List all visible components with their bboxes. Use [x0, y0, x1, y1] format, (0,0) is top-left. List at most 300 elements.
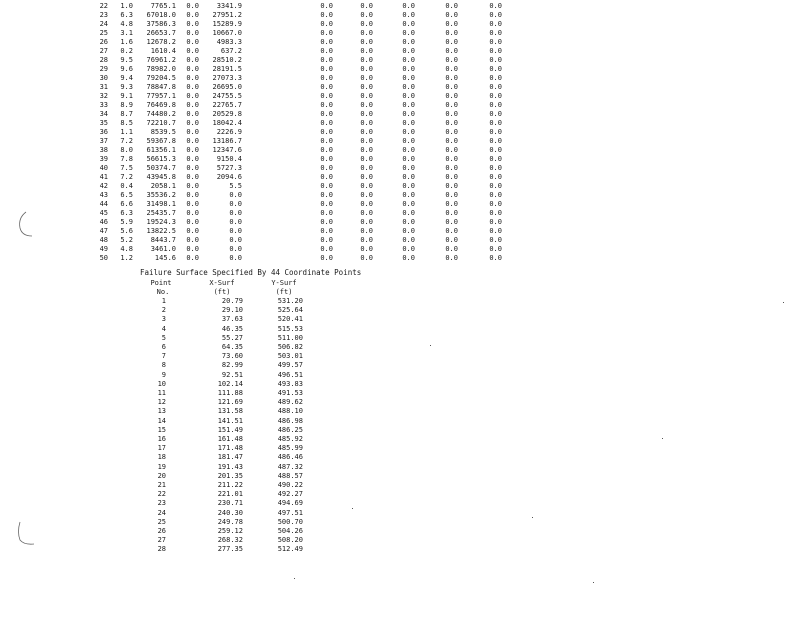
slice-row — [0, 236, 800, 245]
slice-cell: 20529.8 — [212, 110, 242, 118]
slice-row — [0, 209, 800, 218]
slice-cell: 3461.0 — [150, 245, 176, 253]
slice-cell: 0.0 — [445, 128, 458, 136]
slice-cell: 0.0 — [229, 191, 242, 199]
slice-cell: 0.0 — [186, 92, 199, 100]
slice-row — [0, 65, 800, 74]
slice-cell: 0.0 — [445, 245, 458, 253]
slice-cell: 24755.5 — [212, 92, 242, 100]
surface-point-cell: 161.48 — [217, 435, 243, 443]
slice-cell: 0.0 — [320, 164, 333, 172]
surface-point-cell: 20.79 — [221, 297, 243, 305]
slice-cell: 0.0 — [489, 137, 502, 145]
surface-point-cell: 525.64 — [277, 306, 303, 315]
slice-cell: 0.0 — [320, 2, 333, 10]
slice-cell: 0.0 — [186, 182, 199, 190]
surface-point-cell: 22 — [157, 490, 166, 499]
slice-cell: 0.0 — [229, 236, 242, 244]
scan-speck — [430, 345, 431, 346]
slice-cell: 0.0 — [402, 110, 415, 118]
slice-cell: 6.3 — [120, 11, 133, 19]
slice-row — [0, 11, 800, 20]
slice-cell: 0.0 — [229, 254, 242, 262]
surface-point-cell: 488.10 — [277, 407, 303, 416]
slice-cell: 0.0 — [360, 137, 373, 145]
slice-cell: 23 — [99, 11, 108, 19]
margin-hole-mark — [12, 520, 38, 548]
slice-cell: 0.0 — [445, 146, 458, 154]
slice-cell: 0.0 — [445, 191, 458, 199]
slice-cell: 37586.3 — [146, 20, 176, 28]
slice-cell: 0.0 — [445, 11, 458, 19]
slice-cell: 38 — [99, 146, 108, 154]
slice-cell: 0.0 — [489, 227, 502, 235]
surface-point-cell: 15 — [157, 425, 166, 434]
slice-cell: 6.3 — [120, 209, 133, 217]
surface-point-cell: 489.62 — [277, 398, 303, 407]
slice-cell: 24 — [99, 20, 108, 28]
surface-point-cell: 102.14 — [217, 379, 243, 388]
slice-cell: 61356.1 — [146, 146, 176, 154]
slice-cell: 0.0 — [489, 2, 502, 10]
slice-cell: 0.0 — [360, 164, 373, 172]
slice-row — [0, 254, 800, 263]
surface-point-cell: 515.53 — [277, 324, 303, 333]
slice-cell: 50374.7 — [146, 164, 176, 172]
surface-point-row — [0, 453, 800, 462]
slice-cell: 0.0 — [489, 218, 502, 226]
slice-cell: 0.0 — [489, 65, 502, 73]
surface-point-cell: 7 — [161, 352, 166, 361]
slice-cell: 33 — [99, 101, 108, 109]
surface-point-cell: 5 — [161, 333, 166, 342]
surface-point-cell: 92.51 — [221, 370, 243, 379]
slice-cell: 0.0 — [402, 218, 415, 226]
surface-point-cell: 131.58 — [217, 407, 243, 416]
slice-cell: 0.0 — [186, 101, 199, 109]
col-header-y-unit: (ft) — [275, 288, 293, 296]
slice-cell: 0.0 — [186, 173, 199, 181]
slice-cell: 1.1 — [120, 128, 133, 136]
slice-cell: 35 — [99, 119, 108, 127]
surface-point-row — [0, 545, 800, 554]
slice-cell: 28510.2 — [212, 56, 242, 64]
surface-point-row — [0, 361, 800, 370]
surface-point-cell: 277.35 — [217, 545, 243, 554]
slice-cell: 50 — [99, 254, 108, 262]
slice-cell: 45 — [99, 209, 108, 217]
slice-cell: 0.0 — [360, 182, 373, 190]
surface-point-row — [0, 463, 800, 472]
slice-row — [0, 110, 800, 119]
slice-cell: 0.0 — [402, 83, 415, 91]
surface-point-cell: 13 — [157, 407, 166, 416]
slice-cell: 0.0 — [402, 11, 415, 19]
slice-cell: 44 — [99, 200, 108, 208]
slice-cell: 0.0 — [445, 56, 458, 64]
surface-point-cell: 11 — [157, 389, 166, 397]
slice-row — [0, 92, 800, 101]
slice-cell: 0.0 — [320, 74, 333, 82]
slice-cell: 41 — [99, 173, 108, 181]
surface-point-cell: 487.32 — [277, 462, 303, 471]
slice-cell: 0.0 — [445, 200, 458, 208]
slice-cell: 0.0 — [402, 92, 415, 100]
slice-cell: 9.6 — [120, 65, 133, 73]
slice-cell: 0.0 — [229, 218, 242, 226]
surface-point-cell: 531.20 — [277, 297, 303, 305]
slice-cell: 8.7 — [120, 110, 133, 118]
surface-point-cell: 1 — [161, 297, 166, 305]
slice-cell: 0.0 — [186, 83, 199, 91]
slice-cell: 0.0 — [489, 11, 502, 19]
slice-cell: 0.0 — [402, 191, 415, 199]
slice-cell: 0.0 — [360, 29, 373, 37]
surface-point-row — [0, 444, 800, 453]
slice-cell: 0.0 — [360, 200, 373, 208]
slice-cell: 0.0 — [320, 47, 333, 55]
surface-point-cell: 497.51 — [277, 508, 303, 517]
slice-cell: 25 — [99, 29, 108, 37]
slice-row — [0, 218, 800, 227]
slice-cell: 79204.5 — [146, 74, 176, 82]
surface-point-cell: 46.35 — [221, 324, 243, 333]
slice-row — [0, 200, 800, 209]
slice-cell: 0.0 — [402, 146, 415, 154]
surface-point-row — [0, 325, 800, 334]
slice-cell: 0.0 — [186, 209, 199, 217]
slice-cell: 34 — [99, 110, 108, 118]
surface-point-cell: 37.63 — [221, 315, 243, 324]
slice-cell: 59367.8 — [146, 137, 176, 145]
slice-cell: 0.0 — [402, 119, 415, 127]
slice-cell: 0.0 — [445, 83, 458, 91]
slice-cell: 43 — [99, 191, 108, 199]
slice-cell: 0.0 — [320, 110, 333, 118]
slice-cell: 0.0 — [489, 191, 502, 199]
slice-cell: 0.0 — [360, 245, 373, 253]
surface-point-cell: 14 — [157, 416, 166, 425]
slice-cell: 0.0 — [489, 47, 502, 55]
slice-row — [0, 155, 800, 164]
slice-cell: 0.0 — [445, 38, 458, 46]
slice-cell: 0.0 — [360, 20, 373, 28]
surface-point-cell: 171.48 — [217, 444, 243, 453]
surface-point-cell: 181.47 — [217, 453, 243, 462]
slice-cell: 36 — [99, 128, 108, 136]
slice-cell: 0.0 — [402, 245, 415, 253]
surface-point-row — [0, 389, 800, 398]
slice-cell: 6.6 — [120, 200, 133, 208]
slice-cell: 0.0 — [360, 209, 373, 217]
slice-cell: 0.0 — [186, 128, 199, 136]
slice-cell: 0.0 — [186, 47, 199, 55]
slice-cell: 8443.7 — [150, 236, 176, 244]
slice-cell: 0.0 — [360, 47, 373, 55]
slice-cell: 0.0 — [186, 110, 199, 118]
slice-cell: 40 — [99, 164, 108, 172]
slice-row — [0, 56, 800, 65]
surface-point-row — [0, 481, 800, 490]
surface-point-cell: 488.57 — [277, 471, 303, 480]
surface-point-cell: 493.83 — [277, 379, 303, 388]
surface-point-row — [0, 472, 800, 481]
slice-cell: 0.0 — [445, 155, 458, 163]
surface-point-cell: 27 — [157, 536, 166, 545]
slice-cell: 78847.8 — [146, 83, 176, 91]
slice-cell: 8.0 — [120, 146, 133, 154]
surface-point-cell: 486.25 — [277, 425, 303, 434]
slice-cell: 3341.9 — [216, 2, 242, 10]
surface-point-row — [0, 306, 800, 315]
slice-cell: 0.0 — [489, 56, 502, 64]
slice-row — [0, 191, 800, 200]
slice-cell: 0.0 — [489, 83, 502, 91]
slice-cell: 0.0 — [320, 173, 333, 181]
surface-point-cell: 491.53 — [277, 389, 303, 397]
slice-cell: 0.0 — [445, 119, 458, 127]
surface-point-row — [0, 380, 800, 389]
slice-cell: 0.0 — [360, 38, 373, 46]
surface-point-row — [0, 499, 800, 508]
slice-cell: 8539.5 — [150, 128, 176, 136]
slice-cell: 0.0 — [360, 83, 373, 91]
slice-cell: 76961.2 — [146, 56, 176, 64]
slice-row — [0, 245, 800, 254]
surface-point-cell: 6 — [161, 343, 166, 351]
slice-cell: 31 — [99, 83, 108, 91]
slice-cell: 5.6 — [120, 227, 133, 235]
slice-cell: 0.0 — [489, 236, 502, 244]
slice-cell: 22765.7 — [212, 101, 242, 109]
slice-cell: 0.0 — [402, 128, 415, 136]
slice-cell: 0.0 — [402, 173, 415, 181]
slice-cell: 0.0 — [402, 254, 415, 262]
slice-cell: 18042.4 — [212, 119, 242, 127]
slice-cell: 0.0 — [320, 209, 333, 217]
surface-point-cell: 19 — [157, 462, 166, 471]
slice-cell: 0.0 — [320, 245, 333, 253]
surface-point-cell: 151.49 — [217, 425, 243, 434]
slice-cell: 0.0 — [320, 101, 333, 109]
surface-point-cell: 73.60 — [221, 352, 243, 361]
slice-cell: 31498.1 — [146, 200, 176, 208]
slice-cell: 8.9 — [120, 101, 133, 109]
slice-cell: 0.0 — [320, 38, 333, 46]
slice-cell: 0.0 — [445, 218, 458, 226]
slice-cell: 48 — [99, 236, 108, 244]
surface-point-row — [0, 371, 800, 380]
slice-row — [0, 20, 800, 29]
slice-cell: 30 — [99, 74, 108, 82]
slice-cell: 0.0 — [402, 38, 415, 46]
slice-row — [0, 47, 800, 56]
slice-cell: 637.2 — [220, 47, 242, 55]
slice-cell: 0.0 — [445, 92, 458, 100]
slice-cell: 0.0 — [489, 128, 502, 136]
slice-cell: 0.0 — [360, 146, 373, 154]
slice-cell: 0.0 — [320, 92, 333, 100]
surface-point-cell: 500.70 — [277, 517, 303, 526]
surface-point-row — [0, 490, 800, 499]
slice-cell: 0.0 — [402, 29, 415, 37]
surface-point-cell: 3 — [161, 315, 166, 324]
slice-cell: 0.0 — [186, 11, 199, 19]
slice-cell: 78982.0 — [146, 65, 176, 73]
slice-cell: 0.0 — [402, 20, 415, 28]
slice-cell: 0.0 — [445, 137, 458, 145]
slice-cell: 0.0 — [489, 92, 502, 100]
slice-cell: 0.0 — [445, 227, 458, 235]
scan-speck — [532, 517, 533, 518]
slice-cell: 0.0 — [360, 191, 373, 199]
slice-cell: 0.0 — [186, 245, 199, 253]
slice-cell: 0.0 — [445, 209, 458, 217]
slice-cell: 4.8 — [120, 245, 133, 253]
slice-cell: 0.0 — [186, 56, 199, 64]
surface-point-cell: 496.51 — [277, 370, 303, 379]
slice-cell: 12347.6 — [212, 146, 242, 154]
surface-point-cell: 18 — [157, 453, 166, 462]
slice-cell: 0.0 — [445, 65, 458, 73]
slice-cell: 0.0 — [229, 209, 242, 217]
slice-row — [0, 101, 800, 110]
surface-point-cell: 211.22 — [217, 481, 243, 489]
surface-point-row — [0, 315, 800, 324]
slice-row — [0, 128, 800, 137]
surface-point-cell: 9 — [161, 370, 166, 379]
slice-cell: 39 — [99, 155, 108, 163]
slice-cell: 0.0 — [186, 20, 199, 28]
margin-hole-mark — [14, 210, 36, 240]
slice-cell: 0.0 — [320, 191, 333, 199]
slice-cell: 0.0 — [360, 155, 373, 163]
slice-cell: 13822.5 — [146, 227, 176, 235]
slice-cell: 0.0 — [489, 38, 502, 46]
slice-row — [0, 119, 800, 128]
slice-cell: 0.0 — [186, 227, 199, 235]
slice-cell: 27951.2 — [212, 11, 242, 19]
surface-point-cell: 512.49 — [277, 545, 303, 554]
slice-cell: 0.0 — [320, 200, 333, 208]
surface-point-row — [0, 518, 800, 527]
slice-cell: 9.1 — [120, 92, 133, 100]
surface-point-cell: 486.46 — [277, 453, 303, 462]
surface-point-cell: 268.32 — [217, 536, 243, 545]
col-header-x-unit: (ft) — [213, 288, 231, 296]
surface-point-cell: 504.26 — [277, 527, 303, 535]
slice-cell: 27 — [99, 47, 108, 55]
slice-cell: 0.0 — [360, 119, 373, 127]
slice-cell: 145.6 — [154, 254, 176, 262]
surface-point-row — [0, 509, 800, 518]
slice-cell: 0.0 — [402, 56, 415, 64]
surface-point-cell: 111.88 — [217, 389, 243, 397]
surface-point-cell: 506.82 — [277, 343, 303, 351]
slice-cell: 6.5 — [120, 191, 133, 199]
slice-cell: 5.2 — [120, 236, 133, 244]
surface-point-cell: 240.30 — [217, 508, 243, 517]
slice-cell: 0.0 — [402, 101, 415, 109]
slice-cell: 2094.6 — [216, 173, 242, 181]
slice-cell: 26653.7 — [146, 29, 176, 37]
slice-cell: 0.0 — [320, 65, 333, 73]
slice-cell: 0.0 — [229, 200, 242, 208]
surface-point-row — [0, 352, 800, 361]
slice-row — [0, 164, 800, 173]
slice-cell: 0.0 — [489, 29, 502, 37]
surface-point-cell: 141.51 — [217, 416, 243, 425]
slice-cell: 0.0 — [402, 137, 415, 145]
slice-cell: 2058.1 — [150, 182, 176, 190]
surface-point-row — [0, 417, 800, 426]
surface-point-cell: 21 — [157, 481, 166, 489]
slice-cell: 0.0 — [489, 74, 502, 82]
surface-point-cell: 25 — [157, 517, 166, 526]
slice-cell: 0.0 — [489, 146, 502, 154]
slice-cell: 9150.4 — [216, 155, 242, 163]
surface-point-cell: 492.27 — [277, 490, 303, 499]
slice-cell: 9.3 — [120, 83, 133, 91]
slice-cell: 0.0 — [445, 254, 458, 262]
surface-point-row — [0, 435, 800, 444]
slice-cell: 0.0 — [489, 20, 502, 28]
slice-cell: 26695.0 — [212, 83, 242, 91]
slice-cell: 28 — [99, 56, 108, 64]
surface-point-cell: 259.12 — [217, 527, 243, 535]
surface-point-cell: 29.10 — [221, 306, 243, 315]
surface-point-cell: 10 — [157, 379, 166, 388]
slice-row — [0, 74, 800, 83]
slice-cell: 0.0 — [445, 110, 458, 118]
slice-cell: 0.0 — [320, 227, 333, 235]
slice-cell: 4.8 — [120, 20, 133, 28]
slice-cell: 1.0 — [120, 2, 133, 10]
surface-point-row — [0, 536, 800, 545]
scan-speck — [783, 302, 784, 303]
slice-cell: 0.0 — [402, 164, 415, 172]
slice-cell: 0.0 — [186, 146, 199, 154]
slice-cell: 0.0 — [445, 101, 458, 109]
slice-cell: 0.0 — [445, 20, 458, 28]
slice-cell: 0.0 — [186, 254, 199, 262]
slice-cell: 67018.0 — [146, 11, 176, 19]
slice-cell: 27073.3 — [212, 74, 242, 82]
slice-cell: 0.0 — [186, 200, 199, 208]
slice-cell: 76469.8 — [146, 101, 176, 109]
slice-cell: 29 — [99, 65, 108, 73]
surface-point-cell: 23 — [157, 499, 166, 508]
scan-speck — [662, 438, 663, 439]
col-header-x-surf: X-Surf — [209, 279, 235, 287]
slice-cell: 0.0 — [186, 119, 199, 127]
slice-cell: 12678.2 — [146, 38, 176, 46]
slice-cell: 4983.3 — [216, 38, 242, 46]
scan-speck — [294, 578, 295, 579]
surface-point-cell: 520.41 — [277, 315, 303, 324]
slice-cell: 15289.9 — [212, 20, 242, 28]
slice-cell: 0.0 — [489, 254, 502, 262]
slice-cell: 0.0 — [320, 128, 333, 136]
slice-cell: 9.4 — [120, 74, 133, 82]
slice-cell: 1.6 — [120, 38, 133, 46]
surface-point-cell: 508.20 — [277, 536, 303, 545]
slice-cell: 0.0 — [489, 110, 502, 118]
slice-cell: 0.0 — [360, 92, 373, 100]
slice-cell: 0.0 — [489, 173, 502, 181]
slice-cell: 22 — [99, 2, 108, 10]
slice-cell: 0.0 — [445, 182, 458, 190]
